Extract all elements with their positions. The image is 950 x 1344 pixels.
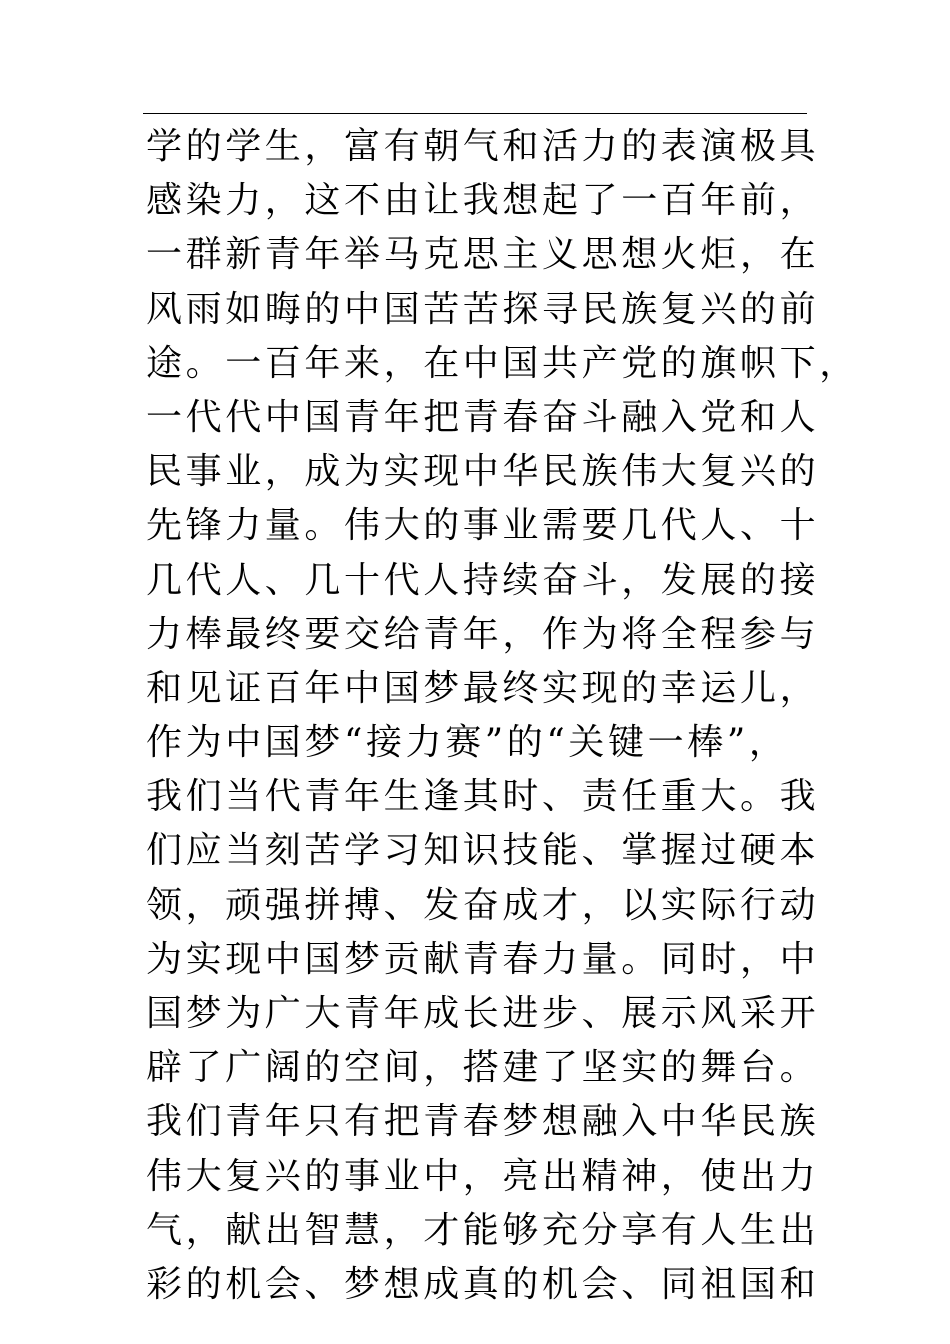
text-line: 民事业，成为实现中华民族伟大复兴的 [146,451,820,493]
text-line: 感染力，这不由让我想起了一百年前， [146,180,820,222]
text-line: 和见证百年中国梦最终实现的幸运儿， [146,667,820,709]
text-line: 风雨如晦的中国苦苦探寻民族复兴的前 [146,288,820,330]
body-text [146,120,859,1312]
text-line: 我们当代青年生逢其时、责任重大。我 [146,776,820,818]
text-line: 领，顽强拼搏、发奋成才，以实际行动 [146,884,820,926]
text-line: 作为中国梦“接力赛”的“关键一棒”， [146,722,789,764]
text-line: 一群新青年举马克思主义思想火炬，在 [146,234,820,276]
text-line: 国梦为广大青年成长进步、展示风采开 [146,993,820,1034]
text-line: 几代人、几十代人持续奋斗，发展的接 [146,559,820,601]
text-line: 途。一百年来，在中国共产党的旗帜下， [146,342,859,384]
text-line: 学的学生，富有朝气和活力的表演极具 [146,126,820,167]
text-line: 伟大复兴的事业中，亮出精神，使出力 [146,1155,820,1197]
text-line: 为实现中国梦贡献青春力量。同时，中 [146,938,820,980]
text-line: 辟了广阔的空间，搭建了坚实的舞台。 [146,1047,820,1089]
text-line: 们应当刻苦学习知识技能、掌握过硬本 [146,830,820,872]
text-line: 一代代中国青年把青春奋斗融入党和人 [146,396,820,438]
text-line: 我们青年只有把青春梦想融入中华民族 [146,1101,820,1143]
text-line: 气，献出智慧，才能够充分享有人生出 [146,1209,820,1251]
text-line: 先锋力量。伟大的事业需要几代人、十 [146,505,820,547]
text-line: 力棒最终要交给青年，作为将全程参与 [146,613,820,655]
header-rule [143,113,807,114]
text-line: 彩的机会、梦想成真的机会、同祖国和 [146,1263,820,1305]
